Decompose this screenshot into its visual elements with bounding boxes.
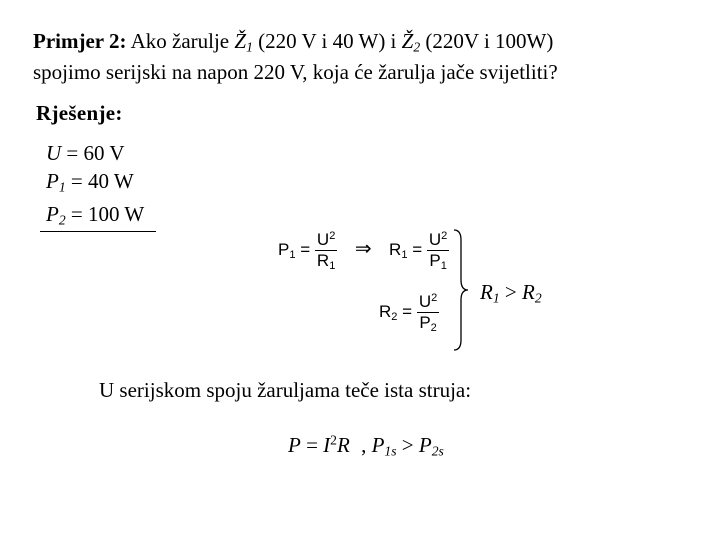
equation-row-1: $P_1$ = $\frac{U^2}{R_1}$ ⇒ $R_1$ = $\frac{U^2}{P_1}$ (278, 229, 448, 272)
power-formula: $P = I^2R$ , $P_{1s} > P_{2s}$ (288, 432, 444, 459)
solution-heading: Rješenje: (36, 101, 123, 125)
given-underline (40, 231, 156, 232)
implies-arrow: ⇒ (354, 237, 372, 260)
given-p1: $P_1 = 40$ W (46, 169, 134, 195)
conclusion-r1-gt-r2: $R_1 > R_2$ (480, 280, 542, 306)
right-brace (452, 228, 472, 353)
fraction-u2-over-p2: $\frac{U^2}{P_2}$ (418, 291, 438, 334)
given-voltage: U = 60 V (46, 141, 125, 165)
fraction-u2-over-p1: $\frac{U^2}{P_1}$ (428, 229, 448, 272)
equation-row-2: $R_2$ = $\frac{U^2}{P_2}$ (379, 291, 438, 334)
p1-symbol: $P_1$ (278, 239, 296, 261)
problem-line-1: Primjer 2: Ako žarulje $Ž_1$ (220 V i 40 W) i $Ž_2$ (220V i 100W) (33, 29, 554, 55)
given-p2: $P_2 = 100$ W (46, 202, 145, 228)
series-note: U serijskom spoju žaruljama teče ista struja: (99, 378, 472, 402)
problem-statement (33, 26, 558, 88)
fraction-u2-over-r1: $\frac{U^2}{R_1}$ (316, 229, 336, 272)
problem-line-2: spojimo serijski na napon 220 V, koja će žarulja jače svijetliti? (33, 60, 558, 84)
problem-label: Primjer 2: (33, 29, 127, 53)
